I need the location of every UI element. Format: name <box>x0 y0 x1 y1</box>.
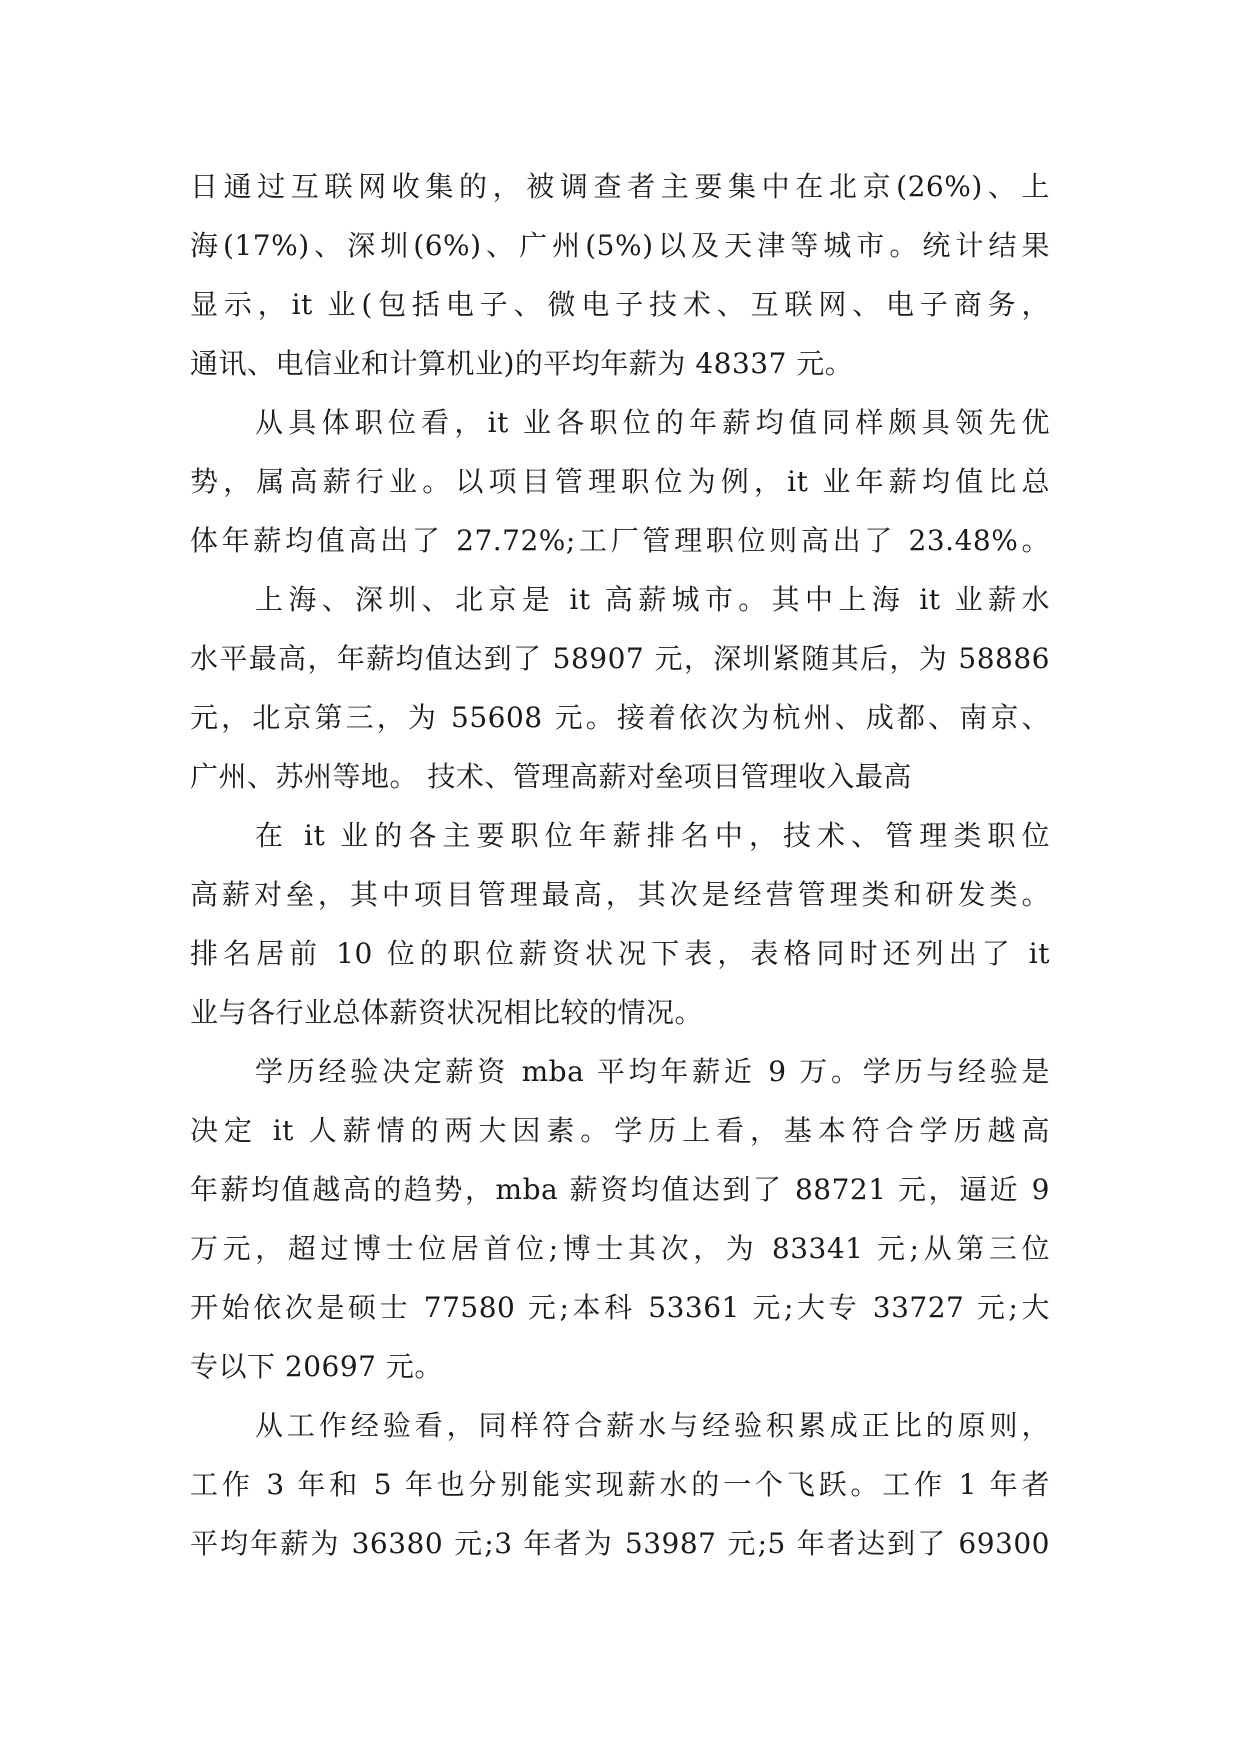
text-line: 学历经验决定薪资 mba 平均年薪近 9 万。学历与经验是 <box>255 1055 1050 1088</box>
text-line: 日通过互联网收集的，被调查者主要集中在北京(26%)、上 <box>190 170 1050 203</box>
text-line: 开始依次是硕士 77580 元;本科 53361 元;大专 33727 元;大 <box>190 1291 1050 1324</box>
text-line: 上海、深圳、北京是 it 高薪城市。其中上海 it 业薪水 <box>255 583 1050 616</box>
text-line: 业与各行业总体薪资状况相比较的情况。 <box>190 996 704 1029</box>
text-line: 广州、苏州等地。 技术、管理高薪对垒项目管理收入最高 <box>190 760 912 793</box>
text-line: 工作 3 年和 5 年也分别能实现薪水的一个飞跃。工作 1 年者 <box>190 1468 1050 1501</box>
text-line: 势，属高薪行业。以项目管理职位为例，it 业年薪均值比总 <box>190 465 1050 498</box>
text-line: 年薪均值越高的趋势，mba 薪资均值达到了 88721 元，逼近 9 <box>190 1173 1050 1206</box>
text-line: 水平最高，年薪均值达到了 58907 元，深圳紧随其后，为 58886 <box>190 642 1050 675</box>
text-line: 在 it 业的各主要职位年薪排名中，技术、管理类职位 <box>255 819 1050 852</box>
text-line: 平均年薪为 36380 元;3 年者为 53987 元;5 年者达到了 69300 <box>190 1527 1050 1560</box>
text-line: 通讯、电信业和计算机业)的平均年薪为 48337 元。 <box>190 347 854 380</box>
text-line: 高薪对垒，其中项目管理最高，其次是经营管理类和研发类。 <box>190 878 1050 911</box>
text-line: 从具体职位看，it 业各职位的年薪均值同样颇具领先优 <box>255 406 1050 439</box>
text-line: 体年薪均值高出了 27.72%;工厂管理职位则高出了 23.48%。 <box>190 524 1050 557</box>
text-line: 排名居前 10 位的职位薪资状况下表，表格同时还列出了 it <box>190 937 1050 970</box>
text-line: 专以下 20697 元。 <box>190 1350 443 1383</box>
text-line: 万元，超过博士位居首位;博士其次，为 83341 元;从第三位 <box>190 1232 1050 1265</box>
text-line: 决定 it 人薪情的两大因素。学历上看，基本符合学历越高 <box>190 1114 1050 1147</box>
text-line: 海(17%)、深圳(6%)、广州(5%)以及天津等城市。统计结果 <box>190 229 1050 262</box>
text-line: 显示，it 业(包括电子、微电子技术、互联网、电子商务， <box>190 288 1050 321</box>
text-line: 从工作经验看，同样符合薪水与经验积累成正比的原则， <box>255 1409 1050 1442</box>
body-text <box>190 157 1050 1573</box>
text-line: 元，北京第三，为 55608 元。接着依次为杭州、成都、南京、 <box>190 701 1050 734</box>
